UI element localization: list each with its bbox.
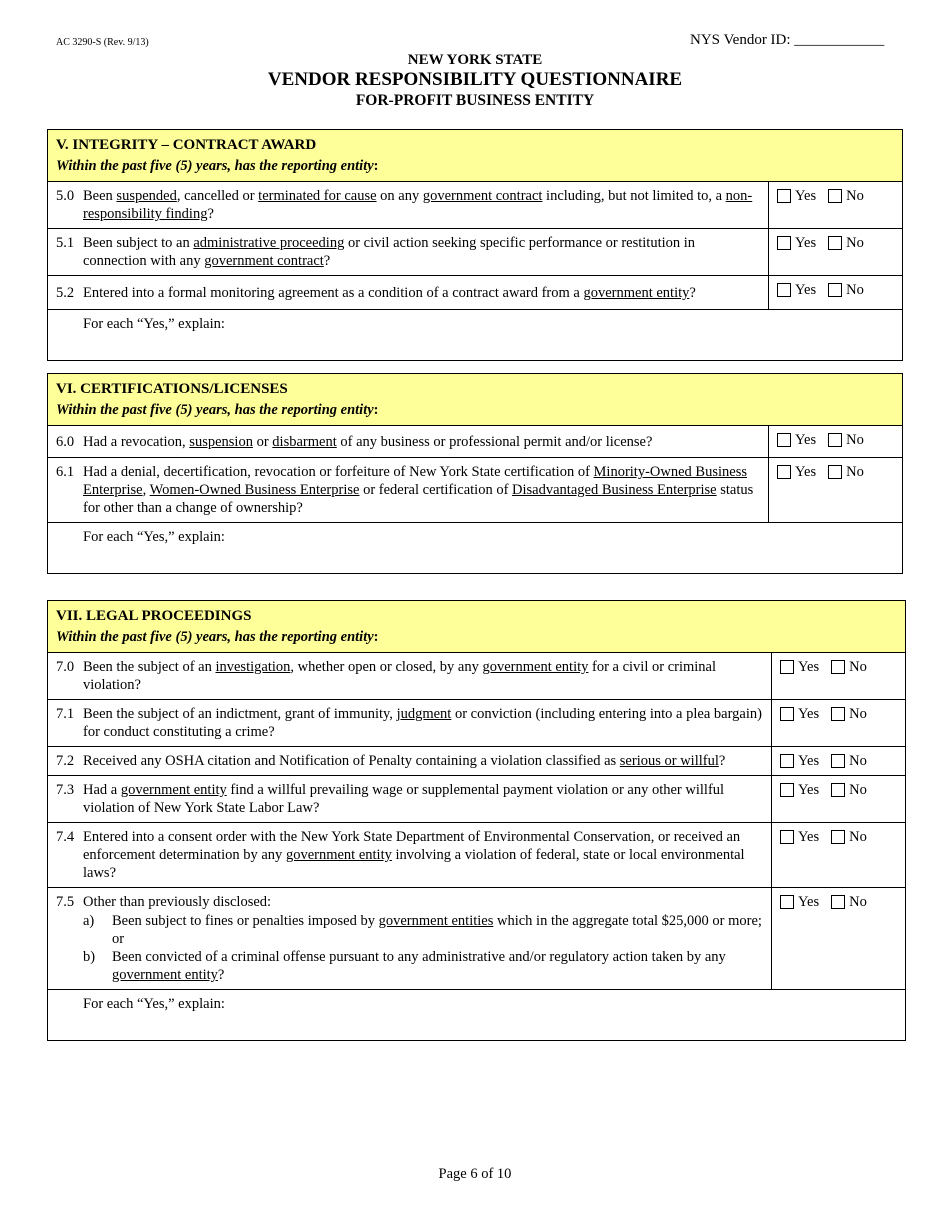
no-checkbox[interactable]: No bbox=[831, 828, 867, 887]
question-row-6-1 bbox=[48, 458, 902, 523]
no-checkbox[interactable]: No bbox=[831, 781, 867, 822]
question-text: Entered into a consent order with the New York State Department of Environmental Conservation, or received an enforcement determination by any government entity involving a violation of federal, state or local environmental laws? bbox=[83, 829, 745, 881]
page-number: Page 6 of 10 bbox=[438, 1166, 512, 1182]
no-checkbox[interactable]: No bbox=[831, 893, 867, 989]
section-integrity-contract-award bbox=[47, 129, 903, 361]
section-header bbox=[48, 130, 902, 182]
question-row-5-1 bbox=[48, 229, 902, 276]
answer-group bbox=[772, 700, 905, 746]
no-checkbox[interactable]: No bbox=[831, 658, 867, 699]
section-subtitle: Within the past five (5) years, has the reporting entity: bbox=[56, 629, 379, 645]
question-number: 7.2 bbox=[56, 753, 75, 769]
question-text: Been suspended, cancelled or terminated for cause on any government contract including, but not limited to, a non-responsibility finding? bbox=[83, 188, 753, 222]
question-number: 7.0 bbox=[56, 659, 75, 675]
question-number: 7.5 bbox=[56, 894, 75, 910]
question-number: 7.4 bbox=[56, 829, 75, 845]
no-checkbox[interactable]: No bbox=[831, 752, 867, 775]
explain-area[interactable]: For each “Yes,” explain: bbox=[83, 316, 225, 332]
answer-group bbox=[769, 458, 902, 522]
no-checkbox[interactable]: No bbox=[828, 463, 864, 522]
section-title: V. INTEGRITY – CONTRACT AWARD bbox=[56, 137, 317, 153]
section-header bbox=[48, 374, 902, 426]
sub-question-a: a) Been subject to fines or penalties imposed by government entities which in the aggregate total $25,000 or more; or bbox=[83, 913, 762, 947]
question-text: Received any OSHA citation and Notification of Penalty containing a violation classified as serious or willful? bbox=[83, 753, 726, 769]
yes-checkbox[interactable]: Yes bbox=[780, 893, 819, 989]
title-entity-type: FOR-PROFIT BUSINESS ENTITY bbox=[355, 91, 595, 109]
yes-checkbox[interactable]: Yes bbox=[777, 234, 816, 275]
section-title: VII. LEGAL PROCEEDINGS bbox=[56, 608, 252, 624]
question-number: 7.1 bbox=[56, 706, 75, 722]
question-row-7-2 bbox=[48, 747, 905, 776]
question-number: 5.1 bbox=[56, 235, 75, 251]
answer-group bbox=[769, 182, 902, 228]
question-number: 6.1 bbox=[56, 464, 75, 480]
title-state: NEW YORK STATE bbox=[407, 52, 543, 68]
question-number: 5.2 bbox=[56, 285, 75, 301]
question-row-7-0 bbox=[48, 653, 905, 700]
question-text: Had a government entity find a willful prevailing wage or supplemental payment violation or any other willful violation of New York State Labor Law? bbox=[83, 782, 725, 816]
form-title bbox=[0, 51, 950, 110]
section-subtitle: Within the past five (5) years, has the reporting entity: bbox=[56, 158, 379, 174]
question-number: 5.0 bbox=[56, 188, 75, 204]
answer-group bbox=[772, 747, 905, 775]
yes-checkbox[interactable]: Yes bbox=[780, 658, 819, 699]
yes-checkbox[interactable]: Yes bbox=[777, 431, 816, 457]
question-text: Had a revocation, suspension or disbarment of any business or professional permit and/or license? bbox=[83, 434, 653, 450]
question-text: Had a denial, decertification, revocation or forfeiture of New York State certification of Minority-Owned Business Enterprise, Women-Owned Business Enterprise or federal certification of Disadvantaged Business Enterprise status for other than a change of ownership? bbox=[83, 464, 754, 516]
question-number: 7.3 bbox=[56, 782, 75, 798]
question-text: Entered into a formal monitoring agreement as a condition of a contract award from a government entity? bbox=[83, 285, 696, 301]
explain-area[interactable]: For each “Yes,” explain: bbox=[83, 996, 225, 1012]
yes-checkbox[interactable]: Yes bbox=[780, 752, 819, 775]
yes-checkbox[interactable]: Yes bbox=[780, 781, 819, 822]
question-row-7-3 bbox=[48, 776, 905, 823]
question-text: Been the subject of an investigation, whether open or closed, by any government entity for a civil or criminal violation? bbox=[83, 659, 717, 693]
question-number: 6.0 bbox=[56, 434, 75, 450]
no-checkbox[interactable]: No bbox=[828, 187, 864, 228]
no-checkbox[interactable]: No bbox=[828, 234, 864, 275]
section-subtitle: Within the past five (5) years, has the reporting entity: bbox=[56, 402, 379, 418]
sub-question-b: b) Been convicted of a criminal offense pursuant to any administrative and/or regulatory action taken by any government entity? bbox=[83, 949, 726, 983]
yes-checkbox[interactable]: Yes bbox=[777, 281, 816, 309]
answer-group bbox=[769, 229, 902, 275]
form-code: AC 3290-S (Rev. 9/13) bbox=[56, 37, 149, 48]
answer-group bbox=[772, 823, 905, 887]
question-text: Been subject to an administrative proceeding or civil action seeking specific performance or restitution in connection with any government contract? bbox=[83, 235, 696, 269]
question-text: Been the subject of an indictment, grant of immunity, judgment or conviction (including entering into a plea bargain) for conduct constituting a crime? bbox=[83, 706, 762, 740]
answer-group bbox=[769, 276, 902, 309]
sub-question-list bbox=[83, 912, 763, 984]
no-checkbox[interactable]: No bbox=[831, 705, 867, 746]
answer-group bbox=[772, 776, 905, 822]
question-row-7-1 bbox=[48, 700, 905, 747]
yes-checkbox[interactable]: Yes bbox=[780, 828, 819, 887]
title-questionnaire: VENDOR RESPONSIBILITY QUESTIONNAIRE bbox=[267, 69, 683, 90]
section-title: VI. CERTIFICATIONS/LICENSES bbox=[56, 381, 288, 397]
question-row-7-4 bbox=[48, 823, 905, 888]
question-row-5-2 bbox=[48, 276, 902, 310]
question-row-7-5 bbox=[48, 888, 905, 990]
answer-group bbox=[769, 426, 902, 457]
answer-group bbox=[772, 888, 905, 989]
question-text: Other than previously disclosed: a) Been subject to fines or penalties imposed by government entities which in the aggregate total $25,000 or more; or b) Been convicted of a criminal offense pursuant to any administrative and/or regulatory action taken by any government entity? bbox=[83, 894, 762, 983]
no-checkbox[interactable]: No bbox=[828, 431, 864, 457]
section-legal-proceedings bbox=[47, 600, 906, 1041]
no-checkbox[interactable]: No bbox=[828, 281, 864, 309]
yes-checkbox[interactable]: Yes bbox=[777, 463, 816, 522]
vendor-id-field[interactable]: NYS Vendor ID: ____________ bbox=[690, 32, 885, 48]
question-row-6-0 bbox=[48, 426, 902, 458]
section-certifications-licenses bbox=[47, 373, 903, 574]
question-row-5-0 bbox=[48, 182, 902, 229]
answer-group bbox=[772, 653, 905, 699]
explain-area[interactable]: For each “Yes,” explain: bbox=[83, 529, 225, 545]
section-header bbox=[48, 601, 905, 653]
yes-checkbox[interactable]: Yes bbox=[777, 187, 816, 228]
yes-checkbox[interactable]: Yes bbox=[780, 705, 819, 746]
